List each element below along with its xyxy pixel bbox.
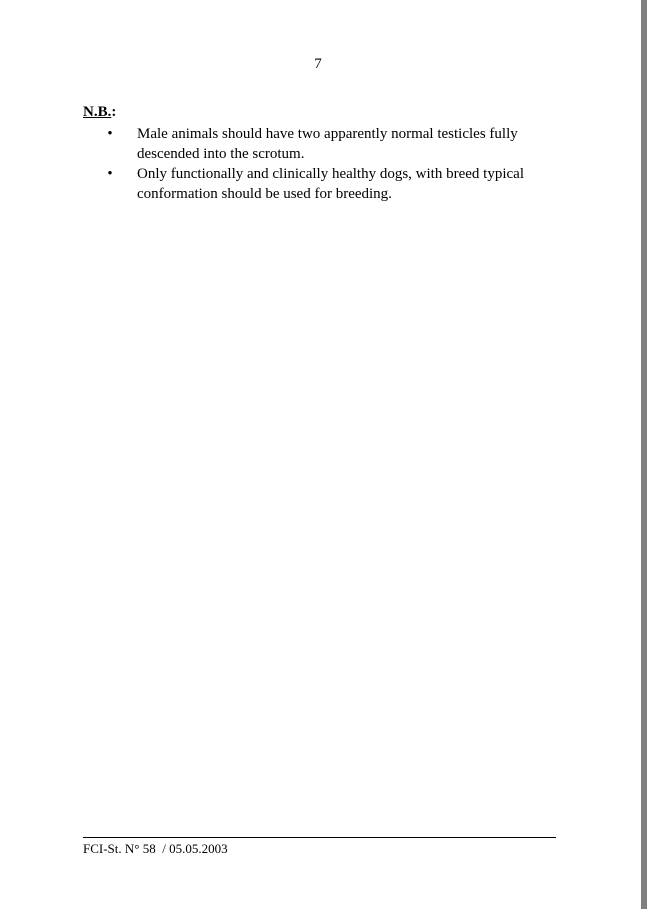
page-number: 7 [314,56,322,72]
viewer-edge [641,0,647,909]
bullet-icon: • [107,166,113,182]
list-item [104,124,544,164]
list-item-text: Male animals should have two apparently normal testicles fully descended into the scrotum. [137,126,518,162]
list-item-text: Only functionally and clinically healthy dogs, with breed typical conformation should be used for breeding. [137,166,524,202]
nb-heading-label: N.B. [83,104,112,120]
list-item [104,164,544,204]
footer-reference: FCI-St. N° 58 / 05.05.2003 [83,841,228,856]
nb-bullet-list [104,124,544,204]
bullet-icon: • [107,126,113,142]
footer-divider [83,837,556,838]
nb-heading-colon: : [111,104,117,120]
nb-heading [83,103,116,121]
